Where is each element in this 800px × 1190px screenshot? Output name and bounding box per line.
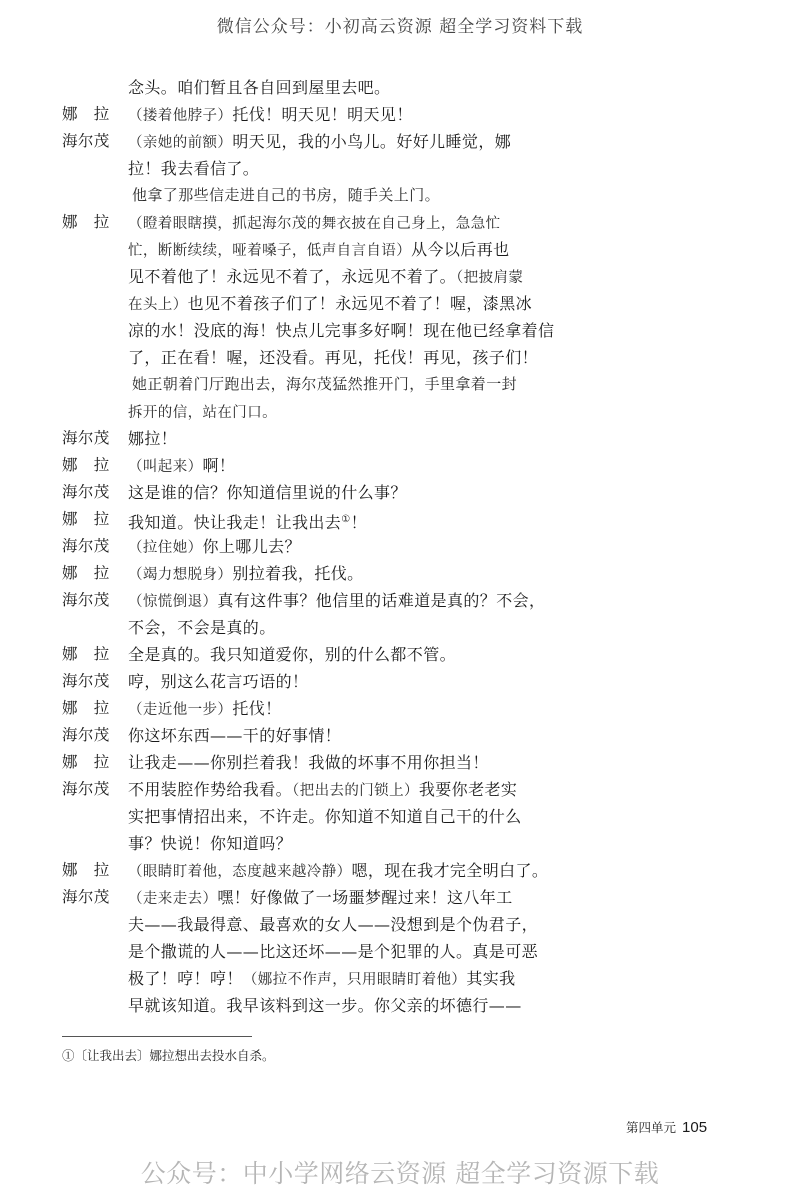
script-line bbox=[62, 425, 562, 452]
dialogue: 别拉着我，托伐。 bbox=[232, 564, 364, 583]
dialogue: 娜拉！ bbox=[128, 429, 178, 448]
stage-direction: （搂着他脖子） bbox=[128, 108, 233, 124]
script-line bbox=[62, 830, 562, 857]
script-line bbox=[62, 236, 562, 263]
line-text bbox=[128, 506, 367, 536]
stage-direction: （走来走去） bbox=[128, 891, 218, 907]
speaker-name: 海尔茂 bbox=[62, 591, 110, 609]
dialogue: 我知道。快让我走！让我出去 bbox=[128, 513, 342, 532]
script-line bbox=[62, 533, 562, 560]
stage-direction-block: 她正朝着门厅跑出去，海尔茂猛然推开门，手里拿着一封 bbox=[132, 375, 518, 393]
line-text bbox=[128, 263, 523, 292]
line-text: 了，正在看！喔，还没看。再见，托伐！再见，孩子们！ bbox=[128, 348, 539, 367]
speaker-name: 海尔茂 bbox=[62, 132, 110, 150]
line-text bbox=[128, 695, 282, 724]
dialogue: 嗯，现在我才完全明白了。 bbox=[351, 861, 549, 880]
stage-direction: （娜拉不作声，只用眼睛盯着他） bbox=[242, 972, 467, 988]
dialogue: 托伐！ bbox=[232, 699, 282, 718]
stage-direction: （瞪着眼瞎摸，抓起海尔茂的舞衣披在自己身上，急急忙 bbox=[128, 216, 501, 232]
dialogue: 从今以后再也 bbox=[411, 240, 510, 259]
script-line bbox=[62, 128, 562, 155]
line-text bbox=[128, 533, 301, 562]
unit-label: 第四单元 bbox=[626, 1120, 677, 1135]
script-line bbox=[62, 938, 562, 965]
line-text bbox=[128, 452, 235, 481]
stage-direction: （竭力想脱身） bbox=[128, 567, 233, 583]
stage-direction: （惊慌倒退） bbox=[128, 594, 218, 610]
dialogue: 嘿！好像做了一场噩梦醒过来！这八年工 bbox=[217, 888, 513, 907]
stage-direction: （拉住她） bbox=[128, 540, 203, 556]
line-text bbox=[128, 209, 501, 238]
footnote-divider bbox=[62, 1036, 252, 1037]
speaker-name: 娜 拉 bbox=[62, 699, 110, 717]
stage-direction: （走近他一步） bbox=[128, 702, 233, 718]
line-text bbox=[128, 398, 277, 427]
dialogue: 全是真的。我只知道爱你，别的什么都不管。 bbox=[128, 645, 457, 664]
line-text bbox=[128, 884, 513, 913]
line-text: 早就该知道。我早该料到这一步。你父亲的坏德行—— bbox=[128, 996, 522, 1015]
script-line bbox=[62, 398, 562, 425]
script-line bbox=[62, 641, 562, 668]
line-text bbox=[128, 560, 364, 589]
dialogue: 让我走——你别拦着我！我做的坏事不用你担当！ bbox=[128, 753, 489, 772]
script-line bbox=[62, 263, 562, 290]
speaker-name: 海尔茂 bbox=[62, 429, 110, 447]
stage-direction: 拆开的信，站在门口。 bbox=[128, 405, 277, 421]
script-line bbox=[62, 506, 562, 533]
script-line bbox=[62, 857, 562, 884]
line-text bbox=[128, 128, 511, 157]
line-text bbox=[128, 290, 532, 319]
dialogue: 哼，别这么花言巧语的！ bbox=[128, 672, 309, 691]
line-text: 凉的水！没底的海！快点儿完事多好啊！现在他已经拿着信 bbox=[128, 321, 555, 340]
speaker-name: 娜 拉 bbox=[62, 564, 110, 582]
script-line bbox=[62, 992, 562, 1019]
speaker-name: 海尔茂 bbox=[62, 672, 110, 690]
script-line bbox=[62, 695, 562, 722]
dialogue: 啊！ bbox=[202, 456, 236, 475]
speaker-name: 娜 拉 bbox=[62, 510, 110, 528]
play-script-body bbox=[62, 74, 562, 1019]
script-line bbox=[62, 776, 562, 803]
line-text bbox=[128, 101, 413, 130]
speaker-name: 娜 拉 bbox=[62, 753, 110, 771]
script-line bbox=[62, 182, 562, 209]
dialogue: 明天见，我的小鸟儿。好好儿睡觉，娜 bbox=[232, 132, 512, 151]
script-line bbox=[62, 101, 562, 128]
script-line bbox=[62, 371, 562, 398]
footnote: ①〔让我出去〕娜拉想出去投水自杀。 bbox=[62, 1048, 275, 1063]
stage-direction: （把披肩蒙 bbox=[456, 270, 524, 286]
line-text bbox=[128, 236, 510, 265]
dialogue: 真有这件事？他信里的话难道是真的？不会， bbox=[217, 591, 546, 610]
speaker-name: 娜 拉 bbox=[62, 861, 110, 879]
dialogue: 见不着他了！永远见不着了，永远见不着了。 bbox=[128, 267, 457, 286]
script-line bbox=[62, 911, 562, 938]
script-line bbox=[62, 749, 562, 776]
stage-direction: 忙，断断续续，哑着嗓子，低声自言自语） bbox=[128, 243, 412, 259]
speaker-name: 娜 拉 bbox=[62, 105, 110, 123]
dialogue: 你上哪儿去？ bbox=[202, 537, 301, 556]
speaker-name: 娜 拉 bbox=[62, 213, 110, 231]
speaker-name: 海尔茂 bbox=[62, 888, 110, 906]
stage-direction: 在头上） bbox=[128, 297, 188, 313]
dialogue: 托伐！明天见！明天见！ bbox=[232, 105, 413, 124]
line-text: 事？快说！你知道吗？ bbox=[128, 834, 293, 853]
line-text: 夫——我最得意、最喜欢的女人——没想到是个伪君子， bbox=[128, 915, 539, 934]
dialogue: 其实我 bbox=[466, 969, 516, 988]
script-line bbox=[62, 803, 562, 830]
page-footer bbox=[626, 1118, 707, 1136]
script-line bbox=[62, 74, 562, 101]
stage-direction: （把出去的门锁上） bbox=[292, 783, 419, 799]
watermark-text: 公众号：中小学网络云资源 超全学习资源下载 bbox=[140, 1159, 660, 1188]
line-text: 是个撒谎的人——比这还坏——是个犯罪的人。真是可恶 bbox=[128, 942, 539, 961]
script-line bbox=[62, 209, 562, 236]
script-line bbox=[62, 452, 562, 479]
dialogue: ！ bbox=[350, 513, 367, 532]
dialogue: 你这坏东西——干的好事情！ bbox=[128, 726, 342, 745]
script-line bbox=[62, 587, 562, 614]
dialogue: 极了！哼！哼！ bbox=[128, 969, 243, 988]
stage-direction: （亲她的前额） bbox=[128, 135, 233, 151]
script-line bbox=[62, 479, 562, 506]
script-line bbox=[62, 560, 562, 587]
footnote-marker[interactable]: ① bbox=[341, 514, 351, 525]
dialogue: 不用装腔作势给我看。 bbox=[128, 780, 293, 799]
speaker-name: 娜 拉 bbox=[62, 456, 110, 474]
script-line bbox=[62, 317, 562, 344]
speaker-name: 海尔茂 bbox=[62, 726, 110, 744]
line-text: 实把事情招出来，不许走。你知道不知道自己干的什么 bbox=[128, 807, 522, 826]
dialogue: 我要你老老实 bbox=[418, 780, 518, 799]
script-line bbox=[62, 344, 562, 371]
line-text: 念头。咱们暂且各自回到屋里去吧。 bbox=[128, 78, 391, 97]
script-line bbox=[62, 155, 562, 182]
line-text: 不会，不会是真的。 bbox=[128, 618, 276, 637]
speaker-name: 海尔茂 bbox=[62, 483, 110, 501]
line-text bbox=[128, 857, 548, 886]
script-line bbox=[62, 722, 562, 749]
speaker-name: 海尔茂 bbox=[62, 537, 110, 555]
script-line bbox=[62, 884, 562, 911]
stage-direction: （叫起来） bbox=[128, 459, 203, 475]
page-number: 105 bbox=[682, 1119, 708, 1136]
line-text bbox=[128, 965, 516, 994]
line-text: 拉！我去看信了。 bbox=[128, 159, 260, 178]
script-line bbox=[62, 614, 562, 641]
script-line bbox=[62, 965, 562, 992]
dialogue: 这是谁的信？你知道信里说的什么事？ bbox=[128, 483, 407, 502]
script-line bbox=[62, 668, 562, 695]
speaker-name: 娜 拉 bbox=[62, 645, 110, 663]
stage-direction-block: 他拿了那些信走进自己的书房，随手关上门。 bbox=[132, 186, 441, 204]
page-header-banner: 微信公众号：小初高云资源 超全学习资料下载 bbox=[216, 17, 584, 37]
line-text bbox=[128, 587, 545, 616]
dialogue: 也见不着孩子们了！永远见不着了！喔，漆黑冰 bbox=[187, 294, 533, 313]
stage-direction: （眼睛盯着他，态度越来越冷静） bbox=[128, 864, 352, 880]
script-line bbox=[62, 290, 562, 317]
line-text bbox=[128, 776, 517, 805]
speaker-name: 海尔茂 bbox=[62, 780, 110, 798]
